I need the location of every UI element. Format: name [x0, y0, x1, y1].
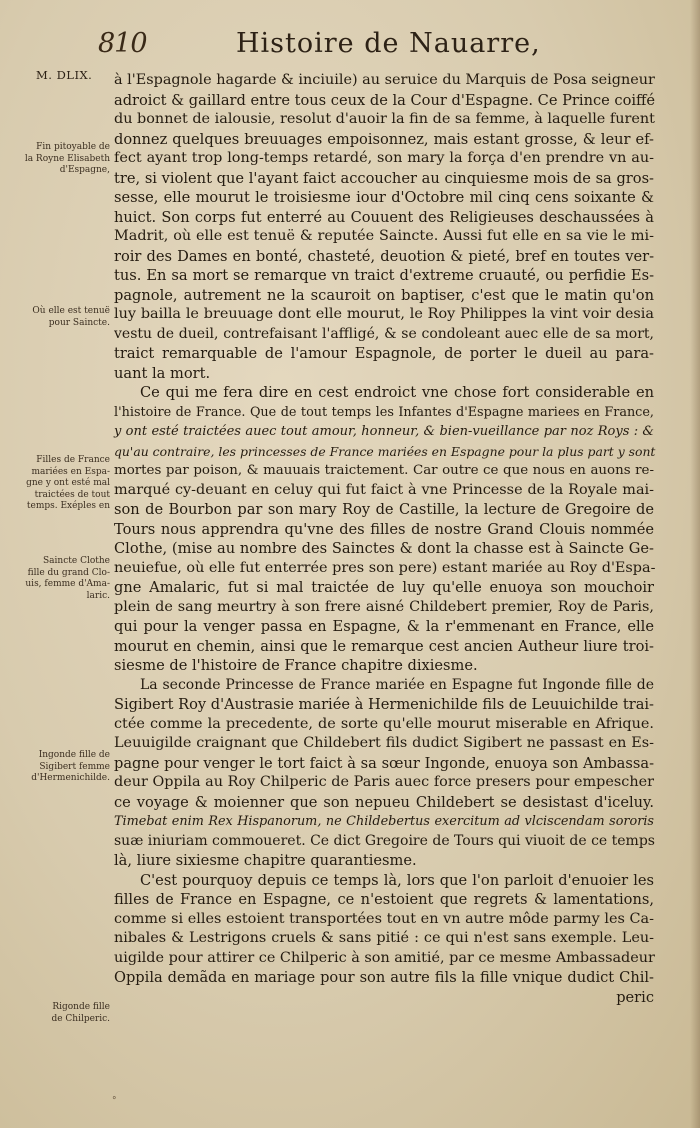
text-line: comme si elles estoient transportées tout en vn autre môde parmy les Ca-: [114, 910, 654, 927]
text-line: adroict & gaillard entre tous ceux de la Cour d'Espagne. Ce Prince coiffé: [114, 91, 656, 109]
text-line: qui pour la venger passa en Espagne, & la r'emmenant en France, elle: [114, 618, 654, 635]
text-line: mortes par poison, & mauuais traictement. Car outre ce que nous en auons re-: [114, 463, 654, 478]
text-line: C'est pourquoy depuis ce temps là, lors que l'on parloit d'enuoier les: [140, 871, 654, 889]
text-line: mourut en chemin, ainsi que le remarque cest ancien Autheur liure troi-: [114, 637, 654, 655]
text-line: deur Oppila au Roy Chilperic de Paris auec force presers pour empescher: [114, 774, 654, 790]
margin-note: Filles de France mariées en Espa- gne y ont esté mal traictées de tout temps. Exéples en: [26, 455, 110, 511]
margin-note: Où elle est tenuë pour Saincte.: [32, 306, 110, 328]
text-line: là, liure sixiesme chapitre quarantiesme.: [114, 852, 417, 869]
text-line: fect ayant trop long-temps retardé, son mary la força d'en prendre vn au-: [114, 150, 654, 166]
text-line: sesse, elle mourut le troisiesme iour d'Octobre mil cinq cens soixante &: [114, 189, 654, 206]
text-line: nibales & Lestrigons cruels & sans pitié : ce qui n'est sans exemple. Leu-: [114, 930, 654, 946]
catchword: peric: [616, 988, 654, 1006]
text-line: Timebat enim Rex Hispanorum, ne Childebertus exercitum ad vlciscendam sororis: [114, 814, 654, 829]
text-line: qu'au contraire, les princesses de France mariées en Espagne pour la plus part y sont: [114, 443, 656, 459]
page-edge-shadow: [690, 0, 700, 1128]
text-line: Sigibert Roy d'Austrasie mariée à Hermenichilde fils de Leuuichilde trai-: [114, 696, 654, 713]
text-line: Clothe, (mise au nombre des Sainctes & dont la chasse est à Saincte Ge-: [114, 540, 654, 557]
margin-note: Ingonde fille de Sigibert femme d'Hermenichilde.: [31, 750, 110, 783]
text-line: tre, si violent que l'ayant faict accoucher au cinquiesme mois de sa gros-: [114, 169, 654, 187]
running-header: Histoire de Nauarre,: [236, 28, 541, 59]
text-line: ctée comme la precedente, de sorte qu'elle mourut miserable en Afrique.: [114, 715, 654, 732]
page-number: 810: [98, 28, 147, 59]
text-line: suæ iniuriam commoueret. Ce dict Gregoire de Tours qui viuoit de ce temps: [114, 832, 655, 849]
text-line: neuiefue, où elle fut enterrée pres son pere) estant mariée au Roy d'Espa-: [114, 559, 656, 576]
text-line: pagne pour venger le tort faict à sa sœur Ingonde, enuoya son Ambassa-: [114, 754, 654, 772]
text-line: à l'Espagnole hagarde & inciuile) au seruice du Marquis de Posa seigneur: [114, 72, 655, 88]
text-line: Tours nous apprendra qu'vne des filles de nostre Grand Clouis nommée: [114, 520, 654, 538]
text-line: gne Amalaric, fut si mal traictée de luy qu'elle enuoya son mouchoir: [114, 579, 654, 596]
text-line: La seconde Princesse de France mariée en Espagne fut Ingonde fille de: [140, 676, 654, 693]
text-line: vestu de dueil, contrefaisant l'affligé, & se condoleant auec elle de sa mort,: [114, 325, 654, 342]
text-line: Leuuigilde craignant que Childebert fils dudict Sigibert ne passast en Es-: [114, 735, 654, 751]
text-line: donnez quelques breuuages empoisonnez, mais estant grosse, & leur ef-: [114, 130, 654, 148]
text-line: tus. En sa mort se remarque vn traict d'extreme cruauté, ou perfidie Es-: [114, 267, 654, 284]
text-line: Oppila demãda en mariage pour son autre fils la fille vnique dudict Chil-: [114, 969, 654, 986]
text-line: traict remarquable de l'amour Espagnole, de porter le dueil au para-: [114, 345, 654, 362]
text-line: du bonnet de ialousie, resolut d'auoir la fin de sa femme, à laquelle furent: [114, 111, 655, 127]
text-line: marqué cy-deuant en celuy qui fut faict à vne Princesse de la Royale mai-: [114, 481, 654, 498]
year-marker: M. DLIX.: [36, 68, 93, 82]
text-line: son de Bourbon par son mary Roy de Castille, la lecture de Gregoire de: [114, 501, 654, 518]
text-line: uant la mort.: [114, 364, 211, 382]
text-line: luy bailla le breuuage dont elle mourut, le Roy Philippes la vint voir desia: [114, 306, 654, 322]
text-line: plein de sang meurtry à son frere aisné Childebert premier, Roy de Paris,: [114, 598, 654, 615]
margin-note: Fin pitoyable de la Royne Elisabeth d'Espagne,: [24, 142, 110, 175]
text-line: l'histoire de France. Que de tout temps les Infantes d'Espagne mariees en France,: [114, 404, 654, 420]
text-line: uigilde pour attirer ce Chilperic à son amitié, par ce mesme Ambassadeur: [114, 949, 655, 966]
margin-note: Rigonde fille de Chilperic.: [51, 1002, 110, 1024]
text-line: ce voyage & moienner que son nepueu Childebert se desistast d'iceluy.: [114, 793, 654, 811]
text-line: roir des Dames en bonté, chasteté, deuotion & pieté, bref en toutes ver-: [114, 247, 654, 265]
text-line: Madrit, où elle est tenuë & reputée Saincte. Aussi fut elle en sa vie le mi-: [114, 228, 654, 244]
margin-note: Saincte Clothe fille du grand Clo- uis, femme d'Ama- laric.: [25, 556, 110, 601]
text-line: Ce qui me fera dire en cest endroict vne chose fort considerable en: [140, 384, 654, 401]
body-text: [114, 71, 654, 1007]
text-line: huict. Son corps fut enterré au Couuent des Religieuses deschaussées à: [114, 208, 654, 226]
text-line: pagnole, autrement ne la scauroit on baptiser, c'est que le matin qu'on: [114, 286, 654, 304]
text-line: siesme de l'histoire de France chapitre dixiesme.: [114, 657, 478, 674]
text-line: y ont esté traictées auec tout amour, honneur, & bien-vueillance par noz Roys : &: [114, 424, 654, 439]
text-line: filles de France en Espagne, ce n'estoient que regrets & lamentations,: [114, 891, 654, 908]
ink-speck: °: [112, 1096, 117, 1106]
